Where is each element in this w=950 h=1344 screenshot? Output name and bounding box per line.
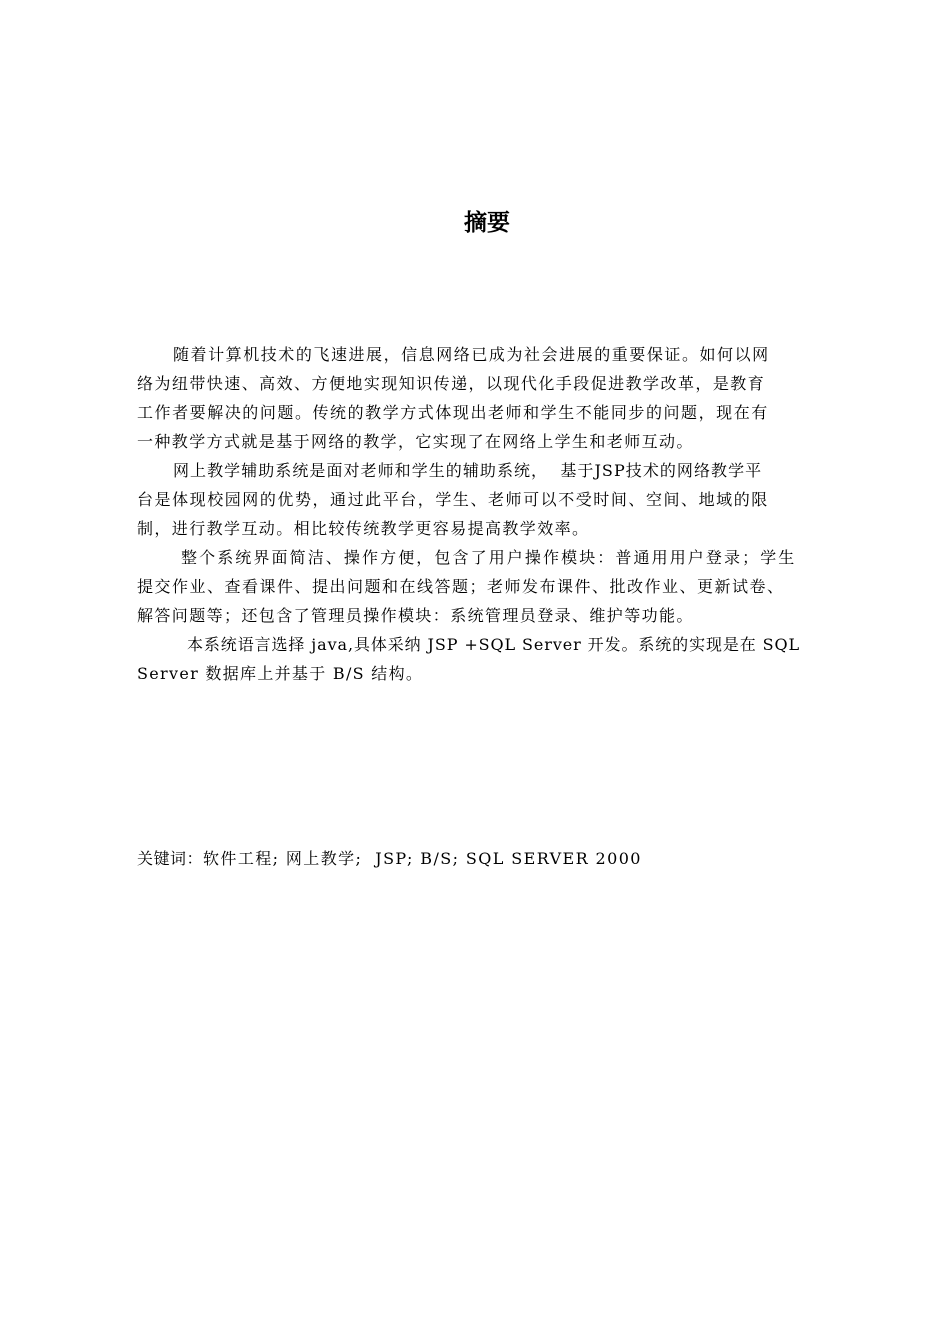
paragraph-3-line-3: 解答问题等；还包含了管理员操作模块：系统管理员登录、维护等功能。 xyxy=(137,606,694,625)
paragraph-3-line-1: 整个系统界面简洁、操作方便，包含了用户操作模块：普通用用户登录；学生 xyxy=(181,548,797,567)
paragraph-1-line-2: 络为纽带快速、高效、方便地实现知识传递，以现代化手段促进教学改革，是教育 xyxy=(137,374,766,393)
paragraph-3-line-2: 提交作业、查看课件、提出问题和在线答题；老师发布课件、批改作业、更新试卷、 xyxy=(137,577,785,596)
keywords-line xyxy=(137,845,642,873)
paragraph-1-line-4: 一种教学方式就是基于网络的教学，它实现了在网络上学生和老师互动。 xyxy=(137,432,694,451)
page-title: 摘要 xyxy=(464,210,510,236)
paragraph-1-line-1: 随着计算机技术的飞速进展，信息网络已成为社会进展的重要保证。如何以网 xyxy=(173,345,770,364)
paragraph-2-line-1: 网上教学辅助系统是面对老师和学生的辅助系统， 基于JSP技术的网络教学平 xyxy=(173,461,763,480)
paragraph-1-line-3: 工作者要解决的问题。传统的教学方式体现出老师和学生不能同步的问题，现在有 xyxy=(137,403,769,422)
paragraph-2-line-2: 台是体现校园网的优势，通过此平台，学生、老师可以不受时间、空间、地域的限 xyxy=(137,490,769,509)
paragraph-2-line-3: 制，进行教学互动。相比较传统教学更容易提高教学效率。 xyxy=(137,519,590,538)
paragraph-4-line-1: 本系统语言选择 java,具体采纳 JSP +SQL Server 开发。系统的实现是在 SQL xyxy=(187,635,801,654)
abstract-body xyxy=(137,340,842,688)
keywords-value: 软件工程; 网上教学; JSP; B/S; SQL SERVER 2000 xyxy=(203,849,642,868)
paragraph-4-line-2: Server 数据库上并基于 B/S 结构。 xyxy=(137,664,424,683)
keywords-label: 关键词： xyxy=(137,849,204,868)
